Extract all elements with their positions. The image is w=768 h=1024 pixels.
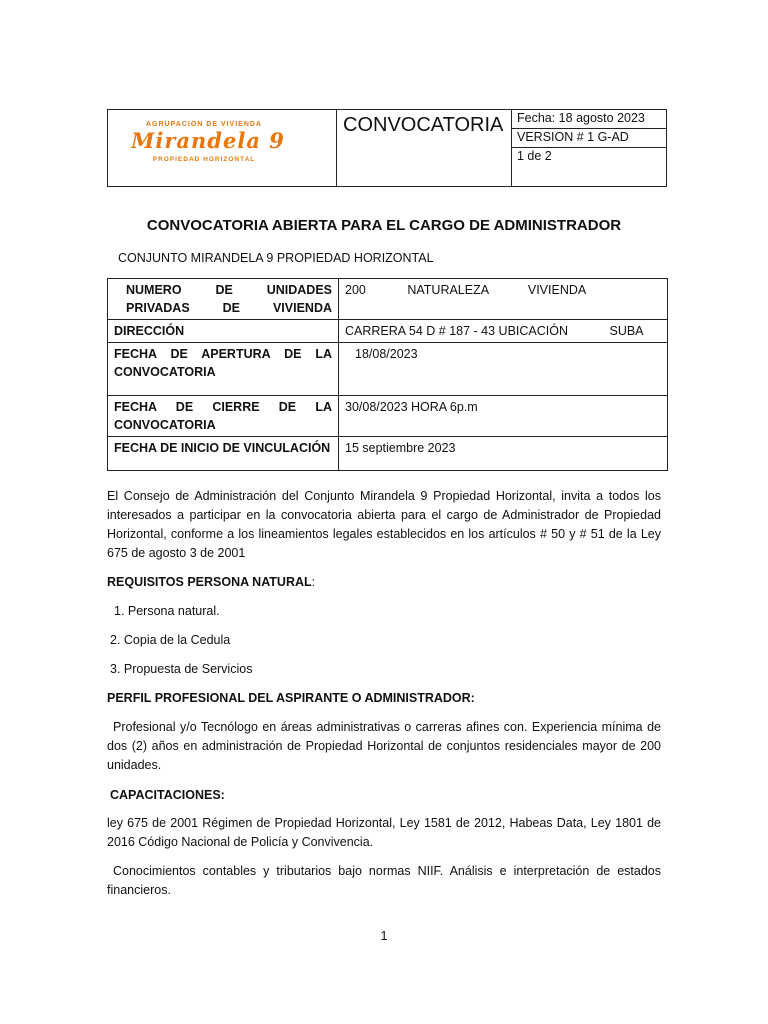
requirement-item-3: 3. Propuesta de Servicios bbox=[110, 662, 253, 676]
opening-label: FECHA DE APERTURA DE LA CONVOCATORIA bbox=[108, 343, 339, 396]
address-value: CARRERA 54 D # 187 - 43 UBICACIÓN bbox=[345, 324, 568, 338]
trainings-text-1: ley 675 de 2001 Régimen de Propiedad Horizontal, Ley 1581 de 2012, Habeas Data, Ley 1801 de 2016 Código Nacional de Policía y Convivencia. bbox=[107, 816, 661, 849]
units-value: 200 bbox=[345, 283, 366, 297]
start-value: 15 septiembre 2023 bbox=[339, 437, 668, 471]
address-label: DIRECCIÓN bbox=[108, 320, 339, 343]
closing-value: 30/08/2023 HORA 6p.m bbox=[339, 396, 668, 437]
page-number: 1 bbox=[380, 928, 388, 943]
logo-main-text: Mirandela 9 bbox=[131, 128, 285, 153]
document-subtitle: CONJUNTO MIRANDELA 9 PROPIEDAD HORIZONTAL bbox=[118, 251, 434, 265]
trainings-heading: CAPACITACIONES: bbox=[110, 788, 225, 802]
logo-bottom-text: PROPIEDAD HORIZONTAL bbox=[152, 156, 256, 163]
nature-value: VIVIENDA bbox=[527, 283, 587, 297]
header-title: CONVOCATORIA bbox=[337, 110, 512, 187]
opening-value: 18/08/2023 bbox=[339, 343, 668, 396]
header-page: 1 de 2 bbox=[512, 148, 667, 187]
trainings-text-2: Conocimientos contables y tributarios bajo normas NIIF. Análisis e interpretación de estados financieros. bbox=[107, 864, 661, 897]
requirement-item-2: 2. Copia de la Cedula bbox=[110, 633, 231, 647]
units-value-cell bbox=[339, 279, 668, 320]
profile-heading: PERFIL PROFESIONAL DEL ASPIRANTE O ADMINISTRADOR: bbox=[107, 691, 475, 705]
location-value: SUBA bbox=[609, 324, 644, 338]
intro-paragraph: El Consejo de Administración del Conjunto Mirandela 9 Propiedad Horizontal, invita a todos los interesados a participar en la convocatoria abierta para el cargo de Administrador de Propiedad Horizontal, conforme a los lineamientos legales establecidos en los artículos # 50 y # 51 de la Ley 675 de agosto 3 de 2001 bbox=[107, 489, 661, 560]
logo-top-text: AGRUPACION DE VIVIENDA bbox=[146, 121, 262, 128]
requirements-heading: REQUISITOS PERSONA NATURAL: bbox=[107, 575, 316, 589]
profile-text: Profesional y/o Tecnólogo en áreas administrativas o carreras afines con. Experiencia mínima de dos (2) años en administración de Propiedad Horizontal de conjuntos residenciales mayor de 200 unidades. bbox=[107, 720, 661, 772]
info-table bbox=[107, 278, 668, 471]
address-value-cell bbox=[339, 320, 668, 343]
requirement-item-1: 1. Persona natural. bbox=[114, 604, 220, 618]
units-label: NUMERO DE UNIDADES PRIVADAS DE VIVIENDA bbox=[108, 279, 339, 320]
document-title: CONVOCATORIA ABIERTA PARA EL CARGO DE ADMINISTRADOR bbox=[146, 217, 622, 234]
header-version: VERSION # 1 G-AD bbox=[512, 129, 667, 148]
header-date: Fecha: 18 agosto 2023 bbox=[512, 110, 667, 129]
start-label: FECHA DE INICIO DE VINCULACIÓN bbox=[108, 437, 339, 471]
closing-label: FECHA DE CIERRE DE LA CONVOCATORIA bbox=[108, 396, 339, 437]
nature-label: NATURALEZA bbox=[407, 283, 489, 297]
